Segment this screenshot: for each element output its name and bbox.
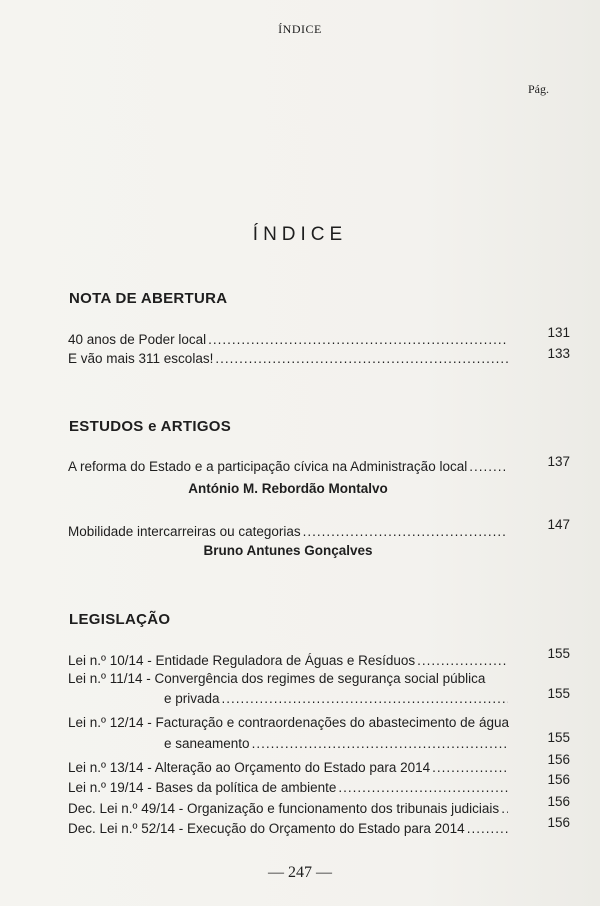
toc-entry-continuation: e privada: [164, 691, 220, 706]
leader-dots: [501, 800, 508, 817]
toc-entry: [68, 652, 508, 669]
page-folio: — 247 —: [268, 864, 332, 881]
toc-entry: [68, 759, 508, 776]
section-heading-estudos: ESTUDOS e ARTIGOS: [69, 418, 232, 435]
page-title: ÍNDICE: [252, 224, 348, 245]
toc-entry-title: Dec. Lei n.º 52/14 - Execução do Orçamento do Estado para 2014: [68, 821, 465, 836]
leader-dots: [303, 523, 508, 540]
toc-entry-title: Lei n.º 11/14 - Convergência dos regimes de segurança social pública: [68, 671, 486, 686]
toc-page-number: 131: [547, 325, 570, 340]
toc-entry-title: A reforma do Estado e a participação cívica na Administração local: [68, 459, 468, 474]
toc-entry-title: Dec. Lei n.º 49/14 - Organização e funcionamento dos tribunais judiciais: [68, 801, 500, 816]
toc-page-number: 156: [547, 772, 570, 787]
toc-entry: [68, 458, 508, 475]
leader-dots: [467, 820, 508, 837]
toc-entry: [68, 820, 508, 837]
toc-page-number: 156: [547, 794, 570, 809]
toc-entry-author: Bruno Antunes Gonçalves: [203, 543, 373, 558]
leader-dots: [208, 331, 508, 348]
toc-entry-title: Lei n.º 19/14 - Bases da política de ambiente: [68, 780, 337, 795]
toc-entry: [68, 714, 508, 752]
section-heading-abertura: NOTA DE ABERTURA: [69, 290, 228, 307]
leader-dots: [338, 779, 508, 796]
toc-entry: [68, 523, 508, 540]
toc-entry: [68, 670, 508, 707]
toc-page-number: 155: [547, 686, 570, 701]
toc-page-number: 137: [547, 454, 570, 469]
toc-page-number: 155: [547, 730, 570, 745]
toc-entry-author: António M. Rebordão Montalvo: [188, 481, 388, 496]
toc-entry-title: 40 anos de Poder local: [68, 332, 207, 347]
toc-page-number: 147: [547, 517, 570, 532]
toc-entry-continuation: e saneamento: [164, 736, 250, 751]
leader-dots: [215, 350, 508, 367]
toc-entry: [68, 331, 508, 348]
toc-entry-title: Lei n.º 10/14 - Entidade Reguladora de Águas e Resíduos: [68, 653, 416, 668]
leader-dots: [252, 735, 508, 752]
toc-page-number: 156: [547, 815, 570, 830]
toc-entry-title: Lei n.º 12/14 - Facturação e contraordenações do abastecimento de água: [68, 715, 509, 730]
leader-dots: [417, 652, 508, 669]
leader-dots: [469, 458, 508, 475]
toc-entry: [68, 800, 508, 817]
running-head: ÍNDICE: [278, 22, 322, 36]
section-heading-legislacao: LEGISLAÇÃO: [69, 611, 171, 628]
toc-entry: [68, 350, 508, 367]
toc-page-number: 155: [547, 646, 570, 661]
toc-entry-title: Lei n.º 13/14 - Alteração ao Orçamento do Estado para 2014: [68, 760, 431, 775]
leader-dots: [222, 690, 508, 707]
toc-entry: [68, 779, 508, 796]
toc-entry-title: Mobilidade intercarreiras ou categorias: [68, 524, 301, 539]
leader-dots: [432, 759, 508, 776]
toc-entry-title: E vão mais 311 escolas!: [68, 351, 214, 366]
toc-page-number: 156: [547, 752, 570, 767]
page-column-label: Pág.: [528, 82, 549, 96]
toc-page-number: 133: [547, 346, 570, 361]
